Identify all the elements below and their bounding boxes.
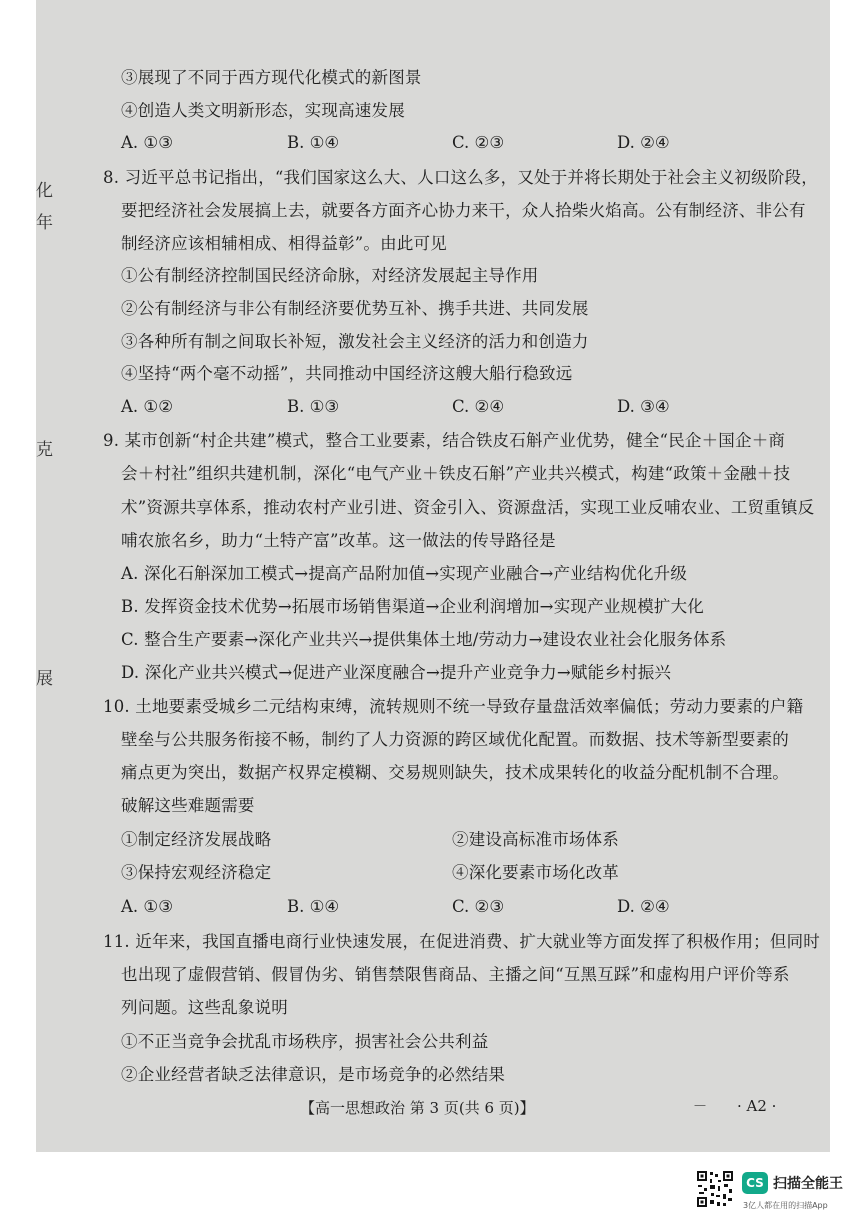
q10-stem-line: 10. 土地要素受城乡二元结构束缚，流转规则不统一导致存量盘活效率偏低；劳动力要素的户籍 [103,697,804,716]
q10-item-2: ②建设高标准市场体系 [452,830,619,849]
scanner-app-name: 扫描全能王 [773,1176,843,1192]
qr-code-icon [696,1170,734,1208]
q8-item-1: ①公有制经济控制国民经济命脉，对经济发展起主导作用 [121,266,539,285]
margin-char: 展 [36,669,53,689]
q10-stem-line: 壁垒与公共服务衔接不畅，制约了人力资源的跨区域优化配置。而数据、技术等新型要素的 [121,730,789,749]
q7-option-b: B. ①④ [287,133,340,152]
q8-item-4: ④坚持“两个毫不动摇”，共同推动中国经济这艘大船行稳致远 [121,364,573,383]
q11-stem-line: 11. 近年来，我国直播电商行业快速发展，在促进消费、扩大就业等方面发挥了积极作用；但同时 [103,932,820,951]
footer-dash: — [694,1098,706,1112]
q7-option-d: D. ②④ [617,133,670,152]
q8-item-3: ③各种所有制之间取长补短，激发社会主义经济的活力和创造力 [121,332,589,351]
q11-item-1: ①不正当竞争会扰乱市场秩序，损害社会公共利益 [121,1032,489,1051]
q9-option-d: D. 深化产业共兴模式→促进产业深度融合→提升产业竞争力→赋能乡村振兴 [121,663,672,682]
camscanner-logo-icon: CS [742,1172,768,1194]
q9-option-b: B. 发挥资金技术优势→拓展市场销售渠道→企业利润增加→实现产业规模扩大化 [121,597,704,616]
q9-stem-line: 9. 某市创新“村企共建”模式，整合工业要素，结合铁皮石斛产业优势，健全“民企＋国企＋商 [103,431,786,450]
scanner-app-tagline: 3亿人都在用的扫描App [743,1201,828,1210]
q10-option-a: A. ①③ [121,897,173,916]
q7-option-a: A. ①③ [121,133,173,152]
q10-option-b: B. ①④ [287,897,340,916]
page-footer: 【高一思想政治 第 3 页(共 6 页)】 [300,1099,535,1117]
q11-item-2: ②企业经营者缺乏法律意识，是市场竞争的必然结果 [121,1065,506,1084]
q9-stem-line: 哺农旅名乡，助力“土特产富”改革。这一做法的传导路径是 [121,531,556,550]
q10-item-1: ①制定经济发展战略 [121,830,272,849]
q8-option-d: D. ③④ [617,397,670,416]
q10-item-4: ④深化要素市场化改革 [452,863,619,882]
q8-stem-line: 8. 习近平总书记指出，“我们国家这么大、人口这么多，又处于并将长期处于社会主义初级阶段， [103,168,818,187]
q10-stem-line: 痛点更为突出，数据产权界定模糊、交易规则缺失，技术成果转化的收益分配机制不合理。 [121,763,789,782]
q9-option-c: C. 整合生产要素→深化产业共兴→提供集体土地/劳动力→建设农业社会化服务体系 [121,630,727,649]
q10-stem-line: 破解这些难题需要 [121,796,255,815]
q9-option-a: A. 深化石斛深加工模式→提高产品附加值→实现产业融合→产业结构优化升级 [121,564,688,583]
q8-option-c: C. ②④ [452,397,505,416]
q10-option-c: C. ②③ [452,897,505,916]
q11-stem-line: 列问题。这些乱象说明 [121,998,288,1017]
margin-char: 化 [36,181,53,201]
margin-char: 克 [36,440,53,460]
margin-char: 年 [36,213,53,233]
q8-stem-line: 要把经济社会发展搞上去，就要各方面齐心协力来干，众人拾柴火焰高。公有制经济、非公有 [121,201,806,220]
q10-option-d: D. ②④ [617,897,670,916]
q11-stem-line: 也出现了虚假营销、假冒伪劣、销售禁限售商品、主播之间“互黑互踩”和虚构用户评价等系 [121,965,790,984]
q9-stem-line: 会＋村社”组织共建机制，深化“电气产业＋铁皮石斛”产业共兴模式，构建“政策＋金融＋技 [121,464,791,483]
q9-stem-line: 术”资源共享体系，推动农村产业引进、资金引入、资源盘活，实现工业反哺农业、工贸重镇反 [121,498,815,517]
q7-item-3: ③展现了不同于西方现代化模式的新图景 [121,68,422,87]
q7-option-c: C. ②③ [452,133,505,152]
paper-code: · A2 · [737,1097,777,1115]
q8-item-2: ②公有制经济与非公有制经济要优势互补、携手共进、共同发展 [121,299,589,318]
q8-option-a: A. ①② [121,397,173,416]
q7-item-4: ④创造人类文明新形态，实现高速发展 [121,101,405,120]
q8-stem-line: 制经济应该相辅相成、相得益彰”。由此可见 [121,234,447,253]
q10-item-3: ③保持宏观经济稳定 [121,863,272,882]
q8-option-b: B. ①③ [287,397,340,416]
